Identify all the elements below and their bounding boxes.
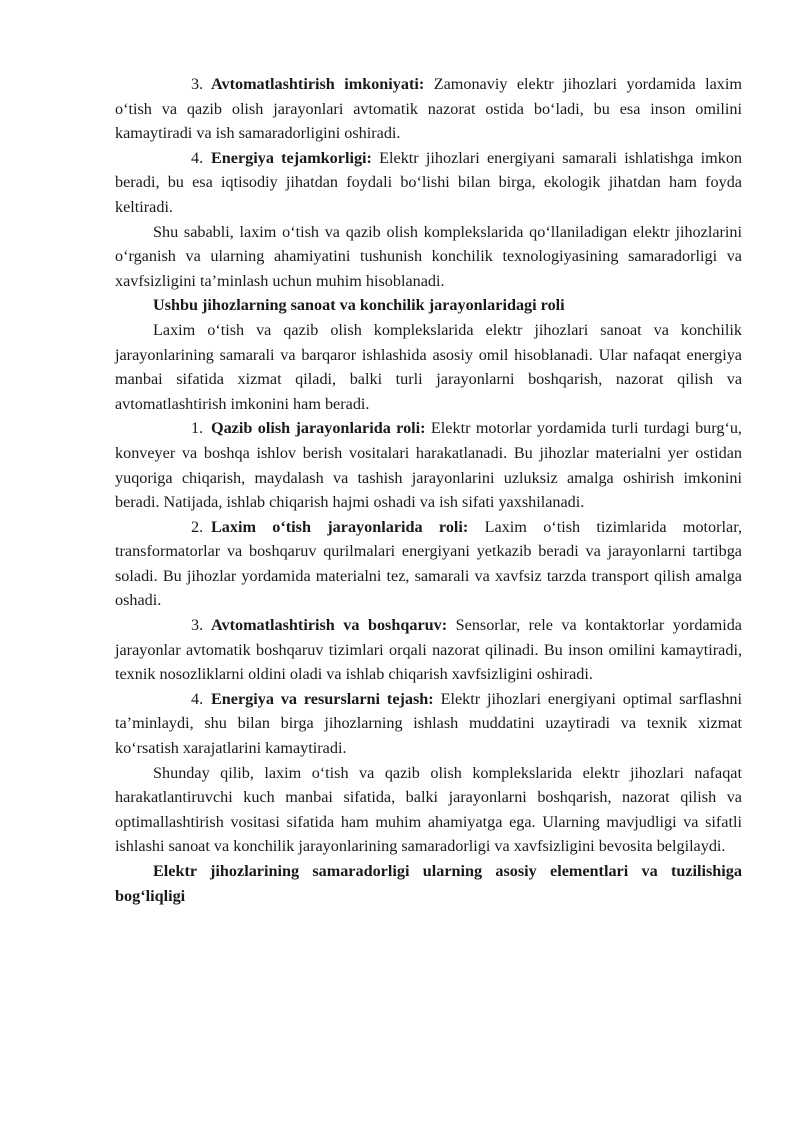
item-number: 3. [191, 616, 204, 635]
list-item [115, 687, 742, 761]
intro-paragraph: Laxim o‘tish va qazib olish komplekslarida elektr jihozlari sanoat va konchilik jarayonlarining samarali va barqaror ishlashida asosiy omil hisoblanadi. Ular nafaqat energiya manbai sifatida xizmat qiladi, balki turli jarayonlarni boshqarish, nazorat qilish va avtomatlashtirish imkonini ham beradi. [115, 320, 742, 413]
conclusion-paragraph: Shunday qilib, laxim o‘tish va qazib olish komplekslarida elektr jihozlari nafaqat harakatlantiruvchi kuch manbai sifatida, balki jarayonlarni boshqarish, nazorat qilish va optimallashtirish vositasi sifatida ham muhim ahamiyatga ega. Ularning mavjudligi va sifatli ishlashi sanoat va konchilik jarayonlarining samaradorligi va xavfsizligini bevosita belgilaydi. [115, 763, 742, 856]
list-item [115, 146, 742, 220]
item-text: Elektr motorlar yordamida turli turdagi burg‘u, konveyer va boshqa ishlov berish vositalari harakatlanadi. Bu jihozlar materialni yer ostidan yuqoriga chiqarish, maydalash va tashish jarayonlarini uzluksiz amalga oshirish imkonini beradi. Natijada, ishlab chiqarish hajmi oshadi va ish sifati yaxshilanadi. [115, 419, 742, 512]
item-text: Sensorlar, rele va kontaktorlar yordamida jarayonlar avtomatik boshqaruv tizimlari orqali nazorat qilinadi. Bu inson omilini kamaytiradi, texnik nosozliklarni oldini oladi va ishlab chiqarish xavfsizligini oshiradi. [115, 616, 742, 684]
list-item [115, 72, 742, 146]
section-heading-role: Ushbu jihozlarning sanoat va konchilik jarayonlaridagi roli [153, 296, 565, 315]
section-heading-efficiency: Elektr jihozlarining samaradorligi ularning asosiy elementlari va tuzilishiga bog‘liqligi [115, 862, 742, 905]
list-item [115, 416, 742, 514]
item-number: 4. [191, 689, 204, 708]
item-text: Elektr jihozlari energiyani samarali ishlatishga imkon beradi, bu esa iqtisodiy jihatdan foydali bo‘lishi bilan birga, ekologik jihatdan ham foyda keltiradi. [115, 148, 743, 216]
item-title: Avtomatlashtirish imkoniyati: [211, 75, 425, 93]
item-title: Energiya va resurslarni tejash: [211, 689, 434, 708]
summary-paragraph: Shu sababli, laxim o‘tish va qazib olish komplekslarida qo‘llaniladigan elektr jihozlarini o‘rganish va ularning ahamiyatini tushunish konchilik texnologiyasining samaradorligi va xavfsizligini ta’minlash uchun muhim hisoblanadi. [115, 222, 742, 290]
item-number: 1. [191, 419, 204, 438]
item-number: 3. [191, 75, 204, 93]
item-title: Qazib olish jarayonlarida roli: [211, 419, 426, 438]
item-text: Elektr jihozlari energiyani optimal sarflashni ta’minlaydi, shu bilan birga jihozlarning ishlash muddatini uzaytiradi va texnik xizmat ko‘rsatish xarajatlarini kamaytiradi. [115, 689, 743, 758]
item-title: Energiya tejamkorligi: [211, 148, 372, 167]
item-title: Laxim o‘tish jarayonlarida roli: [211, 517, 469, 536]
item-text: Zamonaviy elektr jihozlari yordamida laxim o‘tish va qazib olish jarayonlari avtomatik nazorat ostida bo‘ladi, bu esa inson omilini kamaytiradi va ish samaradorligini oshiradi. [115, 75, 742, 143]
item-text: Laxim o‘tish tizimlarida motorlar, transformatorlar va boshqaruv qurilmalari energiyani yetkazib beradi va jarayonlarni tartibga soladi. Bu jihozlar yordamida materialni tez, samarali va xavfsiz tarzda transport qilish amalga oshadi. [115, 517, 742, 610]
list-item [115, 613, 742, 687]
item-title: Avtomatlashtirish va boshqaruv: [211, 616, 448, 635]
item-number: 2. [191, 517, 204, 536]
item-number: 4. [191, 148, 204, 167]
list-item [115, 515, 742, 613]
